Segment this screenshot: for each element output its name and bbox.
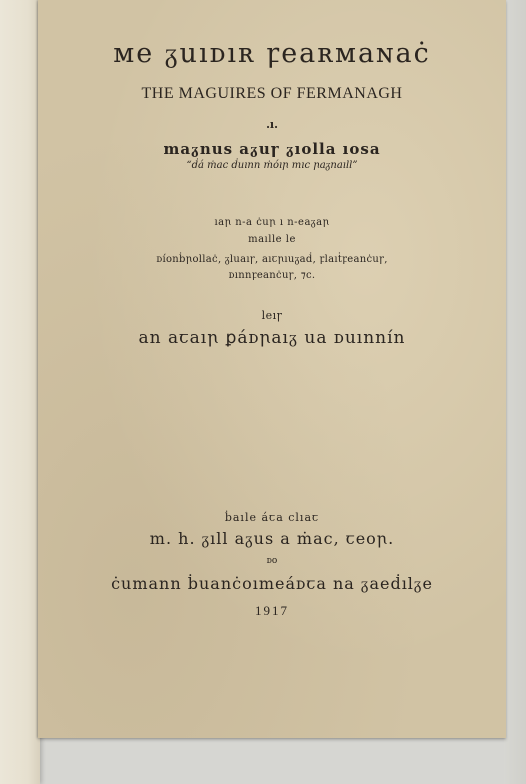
by-line: leıꞅ [261, 309, 283, 322]
book-cover-edge [0, 0, 40, 784]
for-line: ᴅo [266, 556, 278, 566]
publication-place: ḃaıle áꞇa clıaꞇ [224, 511, 320, 524]
contents-line: ᴅíonḃꞃollaċ, ᵹluaıꞅ, aıꞇꞃıuᵹaḋ, ꝼlaıṫꝼeanċuꞅ, [156, 254, 388, 265]
background-surface [0, 738, 526, 784]
title-page [38, 0, 506, 738]
publication-year: 1917 [255, 603, 289, 618]
background-edge [504, 0, 526, 784]
edited-line: ıaꞃ n-a ċuꞃ ı n-eaᵹaꞃ [214, 217, 330, 228]
publisher: m. h. ᵹıll aᵹus a ṁac, ꞇeoꞃ. [149, 529, 395, 548]
contents-line: ᴅınnꝼeanċuꞅ, ⁊c. [228, 270, 316, 281]
book-subtitle: THE MAGUIRES OF FERMANAGH [141, 85, 403, 102]
book-title: ᴍe ᵹuıᴅıʀ ꝼeaʀᴍaɴaċ [113, 38, 431, 69]
id-mark: .ı. [266, 118, 278, 131]
contents-list [38, 252, 506, 284]
authors: maᵹnus aᵹuꞅ ᵹıolla ıosa [163, 140, 381, 158]
authors-description: “ḋá ṁac ḋuınn ṁóıꞃ mıc ꞃaᵹnaıll” [186, 160, 358, 171]
editor-name: an aꞇaıꞃ ꝑáᴅꞃaıᵹ ua ᴅuınnín [138, 328, 406, 348]
society-name: ċumann ḃuanċoımeáᴅꞇa na ᵹaeḋılᵹe [111, 574, 433, 593]
with-line: maılle le [248, 234, 296, 245]
